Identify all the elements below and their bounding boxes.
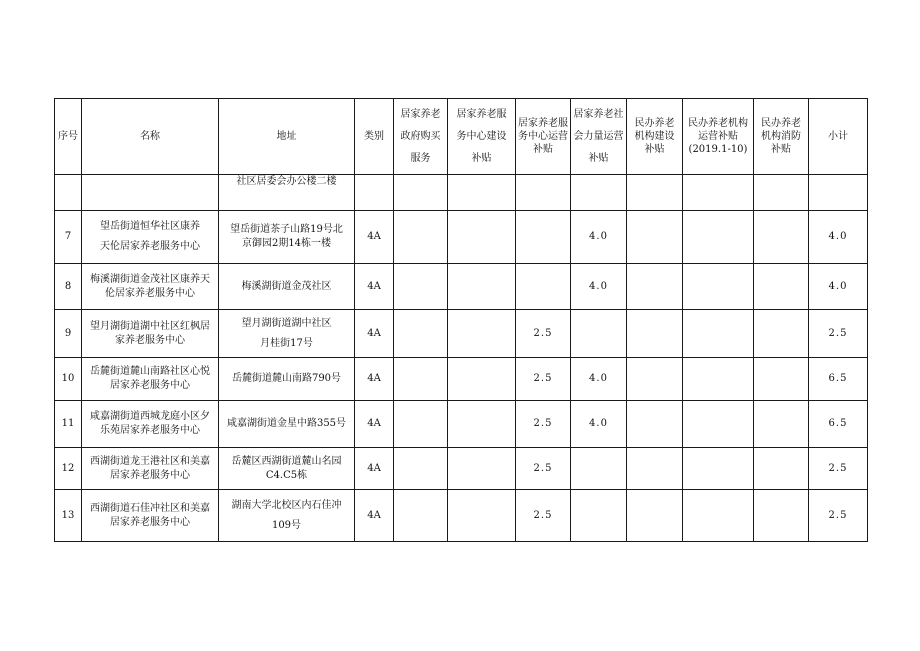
cell-private-build bbox=[627, 448, 683, 490]
cell-private-fire bbox=[754, 448, 809, 490]
cell-name bbox=[82, 264, 219, 310]
cell-private-build bbox=[627, 211, 683, 264]
cell-center-operate: 2.5 bbox=[516, 490, 571, 542]
header-index: 序号 bbox=[55, 99, 82, 175]
cell-address bbox=[219, 490, 355, 542]
cell-center-operate: 2.5 bbox=[516, 401, 571, 448]
header-line: 务中心建设 bbox=[456, 130, 507, 142]
cell-index: 12 bbox=[55, 448, 82, 490]
cell-category: 4A bbox=[355, 211, 394, 264]
cell-line: 岳麓区西湖街道麓山名园 bbox=[231, 455, 342, 467]
header-center-build bbox=[448, 99, 516, 175]
cell-index: 7 bbox=[55, 211, 82, 264]
cell-name bbox=[82, 310, 219, 358]
cell-center-operate bbox=[516, 211, 571, 264]
header-line: 补贴 bbox=[533, 144, 553, 155]
cell-private-fire bbox=[754, 211, 809, 264]
header-social-operate bbox=[571, 99, 627, 175]
cell-subtotal: 2.5 bbox=[809, 310, 868, 358]
cell-social-operate bbox=[571, 310, 627, 358]
cell-subtotal: 4.0 bbox=[809, 264, 868, 310]
header-line: 会力量运营 bbox=[573, 130, 624, 142]
cell-gov-purchase bbox=[394, 401, 448, 448]
cell-private-fire bbox=[754, 358, 809, 401]
cell-index: 10 bbox=[55, 358, 82, 401]
cell-center-build bbox=[448, 448, 516, 490]
cell-private-build bbox=[627, 490, 683, 542]
cell-line: C4.C5栋 bbox=[265, 469, 308, 481]
cell-subtotal bbox=[809, 175, 868, 211]
cell-center-operate bbox=[516, 175, 571, 211]
cell-social-operate bbox=[571, 448, 627, 490]
cell-line: 望岳街道茶子山路19号北 bbox=[230, 224, 343, 235]
cell-center-operate: 2.5 bbox=[516, 358, 571, 401]
cell-name bbox=[82, 211, 219, 264]
header-line: 民办养老 bbox=[761, 118, 801, 129]
header-subtotal: 小计 bbox=[809, 99, 868, 175]
table-row bbox=[55, 448, 868, 490]
header-line: 服务 bbox=[410, 152, 431, 164]
cell-index: 13 bbox=[55, 490, 82, 542]
cell-private-build bbox=[627, 175, 683, 211]
header-center-operate bbox=[516, 99, 571, 175]
table-row bbox=[55, 211, 868, 264]
cell-subtotal: 2.5 bbox=[809, 448, 868, 490]
cell-center-build bbox=[448, 211, 516, 264]
cell-name bbox=[82, 175, 219, 211]
header-line: 政府购买 bbox=[400, 130, 441, 142]
cell-gov-purchase bbox=[394, 490, 448, 542]
cell-social-operate: 4.0 bbox=[571, 401, 627, 448]
cell-line: 京御园2期14栋一楼 bbox=[241, 238, 332, 249]
cell-address bbox=[219, 211, 355, 264]
cell-category: 4A bbox=[355, 310, 394, 358]
cell-line: 109号 bbox=[271, 519, 302, 531]
cell-address bbox=[219, 310, 355, 358]
cell-center-build bbox=[448, 490, 516, 542]
cell-index: 11 bbox=[55, 401, 82, 448]
header-line: 居家养老 bbox=[400, 108, 441, 120]
header-category: 类别 bbox=[355, 99, 394, 175]
cell-private-operate bbox=[683, 211, 754, 264]
subsidy-table bbox=[54, 98, 868, 542]
cell-gov-purchase bbox=[394, 448, 448, 490]
header-private-fire bbox=[754, 99, 809, 175]
cell-category: 4A bbox=[355, 401, 394, 448]
header-line: (2019.1-10) bbox=[688, 144, 748, 155]
cell-private-operate bbox=[683, 358, 754, 401]
cell-private-build bbox=[627, 358, 683, 401]
cell-line: 湖南大学北校区内石佳冲 bbox=[231, 499, 342, 511]
cell-line: 家养老服务中心 bbox=[115, 334, 185, 346]
header-line: 机构建设 bbox=[634, 131, 675, 142]
cell-subtotal: 6.5 bbox=[809, 358, 868, 401]
cell-private-fire bbox=[754, 264, 809, 310]
cell-category: 4A bbox=[355, 264, 394, 310]
cell-private-fire bbox=[754, 175, 809, 211]
cell-private-fire bbox=[754, 490, 809, 542]
header-line: 补贴 bbox=[644, 144, 665, 155]
cell-index bbox=[55, 175, 82, 211]
cell-line: 望岳街道恒华社区康养 bbox=[100, 221, 200, 232]
cell-name bbox=[82, 401, 219, 448]
cell-address bbox=[219, 175, 355, 211]
cell-subtotal: 6.5 bbox=[809, 401, 868, 448]
cell-social-operate: 4.0 bbox=[571, 264, 627, 310]
cell-line: 咸嘉湖街道金星中路355号 bbox=[226, 418, 347, 429]
cell-private-operate bbox=[683, 175, 754, 211]
header-line: 补贴 bbox=[471, 152, 492, 164]
cell-center-build bbox=[448, 310, 516, 358]
header-line: 补贴 bbox=[771, 144, 791, 155]
cell-line: 居家养老服务中心 bbox=[110, 469, 190, 481]
cell-center-operate: 2.5 bbox=[516, 310, 571, 358]
cell-social-operate bbox=[571, 490, 627, 542]
cell-private-operate bbox=[683, 310, 754, 358]
cell-address bbox=[219, 358, 355, 401]
cell-line: 岳麓街道麓山南路社区心悦 bbox=[90, 366, 210, 377]
cell-private-build bbox=[627, 401, 683, 448]
table-row bbox=[55, 310, 868, 358]
cell-name bbox=[82, 358, 219, 401]
cell-address bbox=[219, 448, 355, 490]
header-row bbox=[55, 99, 868, 175]
cell-line: 西湖街道石佳冲社区和美嘉 bbox=[90, 502, 210, 514]
cell-gov-purchase bbox=[394, 358, 448, 401]
cell-line: 居家养老服务中心 bbox=[110, 516, 190, 528]
table-row bbox=[55, 264, 868, 310]
header-private-operate bbox=[683, 99, 754, 175]
cell-social-operate: 4.0 bbox=[571, 211, 627, 264]
header-name: 名称 bbox=[82, 99, 219, 175]
table-row bbox=[55, 175, 868, 211]
cell-line: 岳麓街道麓山南路790号 bbox=[231, 373, 342, 384]
cell-gov-purchase bbox=[394, 264, 448, 310]
cell-index: 8 bbox=[55, 264, 82, 310]
cell-category bbox=[355, 175, 394, 211]
cell-line: 月桂街17号 bbox=[260, 337, 313, 349]
header-line: 运营补贴 bbox=[698, 131, 738, 142]
cell-line: 乐苑居家养老服务中心 bbox=[100, 425, 200, 436]
cell-line: 梅溪湖街道金茂社区 bbox=[241, 280, 332, 292]
cell-private-build bbox=[627, 310, 683, 358]
header-address: 地址 bbox=[219, 99, 355, 175]
cell-category: 4A bbox=[355, 358, 394, 401]
header-line: 民办养老机构 bbox=[688, 118, 748, 129]
cell-center-build bbox=[448, 175, 516, 211]
cell-index: 9 bbox=[55, 310, 82, 358]
cell-subtotal: 4.0 bbox=[809, 211, 868, 264]
header-line: 民办养老 bbox=[634, 118, 675, 129]
cell-private-build bbox=[627, 264, 683, 310]
cell-gov-purchase bbox=[394, 310, 448, 358]
cell-category: 4A bbox=[355, 448, 394, 490]
cell-gov-purchase bbox=[394, 211, 448, 264]
cell-address bbox=[219, 264, 355, 310]
header-line: 务中心运营 bbox=[518, 131, 568, 142]
cell-line: 望月湖街道湖中社区 bbox=[241, 317, 332, 329]
cell-name bbox=[82, 490, 219, 542]
cell-line: 居家养老服务中心 bbox=[110, 380, 190, 391]
cell-line: 天伦居家养老服务中心 bbox=[100, 241, 200, 252]
cell-private-operate bbox=[683, 401, 754, 448]
cell-line: 咸嘉湖街道西城龙庭小区夕 bbox=[90, 411, 210, 422]
cell-center-build bbox=[448, 358, 516, 401]
cell-social-operate: 4.0 bbox=[571, 358, 627, 401]
header-line: 居家养老服 bbox=[456, 108, 507, 120]
cell-subtotal: 2.5 bbox=[809, 490, 868, 542]
table-row bbox=[55, 358, 868, 401]
cell-line: 梅溪湖街道金茂社区康养天 bbox=[90, 273, 210, 285]
cell-name bbox=[82, 448, 219, 490]
cell-private-operate bbox=[683, 264, 754, 310]
cell-private-operate bbox=[683, 448, 754, 490]
cell-center-operate: 2.5 bbox=[516, 448, 571, 490]
header-line: 居家养老服 bbox=[518, 118, 568, 129]
header-line: 补贴 bbox=[588, 152, 609, 164]
cell-line: 西湖街道龙王港社区和美嘉 bbox=[90, 455, 210, 467]
cell-private-fire bbox=[754, 401, 809, 448]
cell-social-operate bbox=[571, 175, 627, 211]
header-line: 机构消防 bbox=[761, 131, 801, 142]
cell-center-build bbox=[448, 264, 516, 310]
cell-gov-purchase bbox=[394, 175, 448, 211]
cell-line: 望月湖街道湖中社区红枫居 bbox=[90, 320, 210, 332]
cell-private-fire bbox=[754, 310, 809, 358]
cell-address bbox=[219, 401, 355, 448]
table-row bbox=[55, 490, 868, 542]
cell-private-operate bbox=[683, 490, 754, 542]
table-row bbox=[55, 401, 868, 448]
cell-category: 4A bbox=[355, 490, 394, 542]
cell-center-operate bbox=[516, 264, 571, 310]
cell-center-build bbox=[448, 401, 516, 448]
cell-line: 伦居家养老服务中心 bbox=[105, 287, 195, 299]
cell-line: 社区居委会办公楼二楼 bbox=[236, 176, 337, 187]
header-gov-purchase bbox=[394, 99, 448, 175]
header-line: 居家养老社 bbox=[573, 108, 624, 120]
header-private-build bbox=[627, 99, 683, 175]
